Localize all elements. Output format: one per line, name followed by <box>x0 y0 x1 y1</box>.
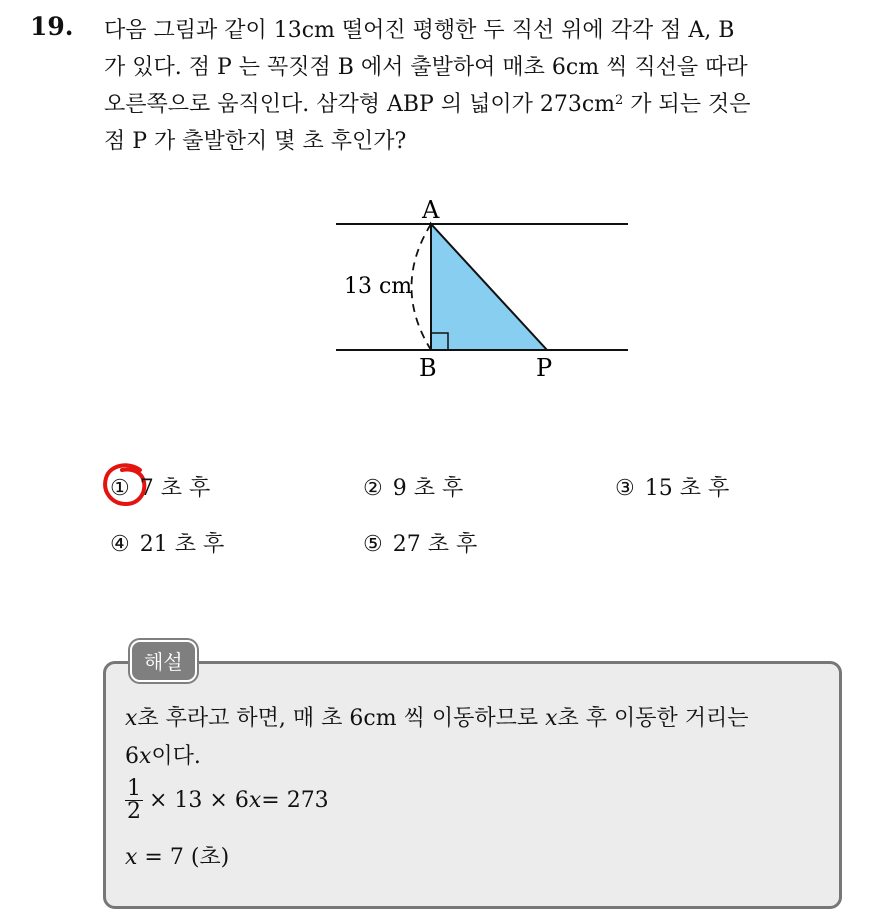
fraction-numerator: 1 <box>127 776 141 801</box>
var-x: x <box>545 706 558 731</box>
triangle-figure <box>320 190 640 390</box>
label-b: B <box>419 354 437 382</box>
solution-line-1-end: 초 후 이동한 거리는 <box>557 706 749 731</box>
solution-tab: 해설 <box>130 640 197 682</box>
label-a: A <box>422 196 440 224</box>
question-line-3-head: 오른쪽으로 움직인다. 삼각형 ABP 의 넓이가 273cm <box>104 92 616 117</box>
equation-1-result: = 273 <box>261 788 329 813</box>
question-line-3 <box>104 86 864 123</box>
question-text <box>104 12 864 160</box>
question-line-3-tail: 가 되는 것은 <box>623 92 751 117</box>
equation-2 <box>125 840 229 871</box>
choice-2-text: 9 초 후 <box>392 476 464 501</box>
fraction-one-half <box>125 778 143 823</box>
fraction-denominator: 2 <box>127 799 141 824</box>
equation-1 <box>125 778 329 823</box>
choice-2-mark: ② <box>363 476 383 501</box>
choice-3-text: 15 초 후 <box>644 476 730 501</box>
question-line-4: 점 P 가 출발한지 몇 초 후인가? <box>104 129 407 154</box>
distance-label: 13 cm <box>344 274 413 299</box>
question-number: 19. <box>30 12 74 41</box>
choice-2[interactable] <box>363 471 463 502</box>
choice-1-mark: ① <box>110 476 130 501</box>
choice-4[interactable] <box>110 527 224 558</box>
solution-line-1 <box>125 700 749 738</box>
label-p: P <box>536 354 553 382</box>
distance-arc <box>412 224 432 350</box>
var-x: x <box>125 706 138 731</box>
choice-4-mark: ④ <box>110 532 130 557</box>
question-line-1: 다음 그림과 같이 13cm 떨어진 평행한 두 직선 위에 각각 점 A, B <box>104 18 735 43</box>
choice-5-text: 27 초 후 <box>392 532 478 557</box>
choice-5-mark: ⑤ <box>363 532 383 557</box>
choice-1[interactable] <box>110 471 210 502</box>
var-x: x <box>248 788 262 813</box>
var-x: x <box>125 845 138 870</box>
solution-line-2-end: 이다. <box>151 744 201 769</box>
choice-1-text: 7 초 후 <box>139 476 211 501</box>
solution-text <box>125 700 749 776</box>
choice-4-text: 21 초 후 <box>139 532 225 557</box>
equation-2-result: = 7 (초) <box>137 845 230 870</box>
superscript-two: 2 <box>615 93 624 108</box>
triangle-abp <box>431 224 547 350</box>
solution-line-1-part: 초 후라고 하면, 매 초 6cm 씩 이동하므로 <box>137 706 546 731</box>
choice-3-mark: ③ <box>615 476 635 501</box>
choice-5[interactable] <box>363 527 477 558</box>
equation-1-middle: × 13 × 6 <box>149 788 249 813</box>
question-line-2: 가 있다. 점 P 는 꼭짓점 B 에서 출발하여 매초 6cm 씩 직선을 따라 <box>104 55 748 80</box>
solution-line-2 <box>125 738 749 776</box>
choice-3[interactable] <box>615 471 729 502</box>
coef-six: 6 <box>125 744 139 769</box>
var-x: x <box>139 744 152 769</box>
